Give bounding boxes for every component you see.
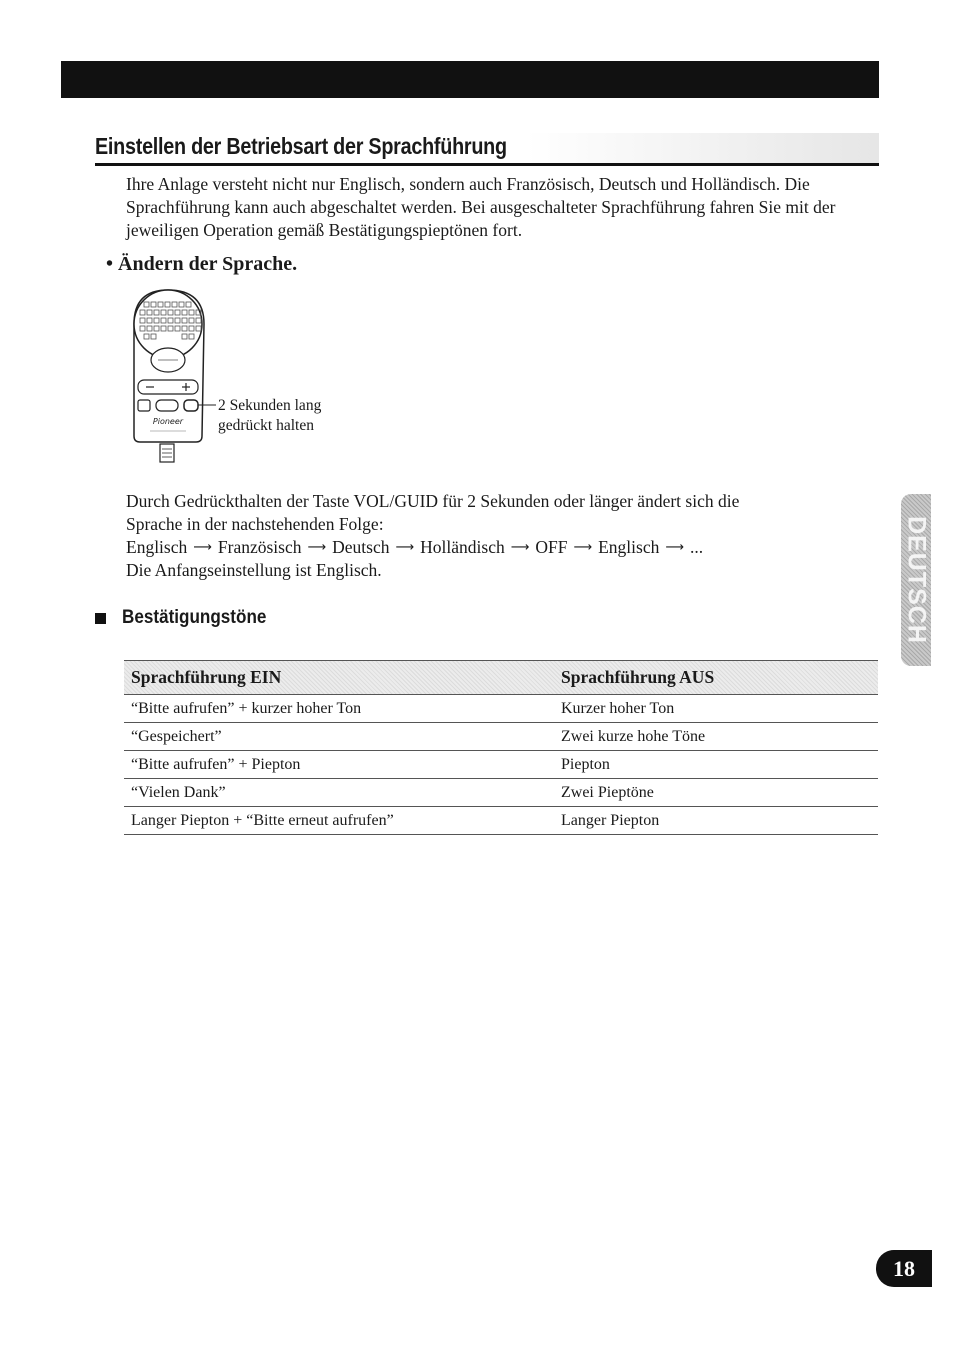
sequence-line-1: Durch Gedrückthalten der Taste VOL/GUID für 2 Sekunden oder länger ändert sich die — [126, 491, 740, 511]
arrow-right-icon: ⟶ — [510, 540, 530, 555]
sequence-step: Holländisch — [420, 537, 505, 557]
language-side-tab — [901, 494, 931, 666]
arrow-right-icon: ⟶ — [307, 540, 327, 555]
confirmation-tones-table — [124, 660, 878, 835]
table-cell: Zwei kurze hohe Töne — [561, 727, 706, 745]
table-cell: Piepton — [561, 755, 610, 773]
default-setting-note: Die Anfangseinstellung ist Englisch. — [126, 560, 382, 580]
remote-controller-illustration — [126, 286, 226, 466]
intro-paragraph: Ihre Anlage versteht nicht nur Englisch, sondern auch Französisch, Deutsch und Holländisch. Die Sprachführung kann auch abgeschaltet werden. Bei ausgeschalteter Sprachführung fahren Sie mit der jeweiligen Operation gemäß Bestätigungspieptönen fort. — [126, 174, 836, 240]
sequence-paragraph — [126, 490, 866, 582]
tones-heading-label: Bestätigungstöne — [122, 607, 267, 628]
table-cell: Zwei Pieptöne — [561, 783, 654, 801]
sequence-step: OFF — [535, 537, 568, 557]
brand-logo: Pioneer — [152, 417, 184, 426]
callout-line-2: gedrückt halten — [218, 417, 314, 434]
sequence-step: ... — [690, 537, 704, 557]
column-header-off: Sprachführung AUS — [561, 667, 715, 687]
page-number: 18 — [876, 1250, 932, 1287]
table-row — [124, 779, 878, 807]
arrow-right-icon: ⟶ — [665, 540, 684, 555]
arrow-right-icon: ⟶ — [395, 540, 415, 555]
table-cell: Langer Piepton + “Bitte erneut aufrufen” — [131, 811, 394, 829]
sub-heading: • Ändern der Sprache. — [106, 253, 298, 275]
table-row — [124, 807, 878, 835]
header-bar — [61, 61, 879, 98]
sequence-step: Deutsch — [332, 537, 390, 557]
sequence-step: Französisch — [217, 537, 302, 557]
side-tab-label: DEUTSCH — [902, 516, 931, 644]
column-header-on: Sprachführung EIN — [131, 667, 282, 687]
sequence-step: Englisch — [598, 537, 660, 557]
tones-heading — [95, 607, 282, 629]
table-cell: Langer Piepton — [561, 811, 660, 829]
table-cell: “Bitte aufrufen” + kurzer hoher Ton — [131, 699, 362, 717]
callout-line-1: 2 Sekunden lang — [218, 397, 322, 414]
section-title: Einstellen der Betriebsart der Sprachführung — [95, 133, 507, 159]
sequence-step: Englisch — [126, 537, 188, 557]
language-sequence — [126, 536, 866, 559]
arrow-right-icon: ⟶ — [573, 540, 593, 555]
table-header — [124, 660, 878, 695]
table-cell: “Vielen Dank” — [131, 783, 226, 801]
table-row — [124, 751, 878, 779]
square-bullet-icon — [95, 613, 106, 624]
table-cell: “Bitte aufrufen” + Piepton — [131, 755, 301, 773]
arrow-right-icon: ⟶ — [193, 540, 212, 555]
sequence-line-2: Sprache in der nachstehenden Folge: — [126, 514, 384, 534]
button-callout — [218, 396, 321, 436]
section-heading — [95, 133, 879, 166]
table-row — [124, 695, 878, 723]
table-cell: Kurzer hoher Ton — [561, 699, 675, 717]
table-row — [124, 723, 878, 751]
table-cell: “Gespeichert” — [131, 727, 222, 745]
